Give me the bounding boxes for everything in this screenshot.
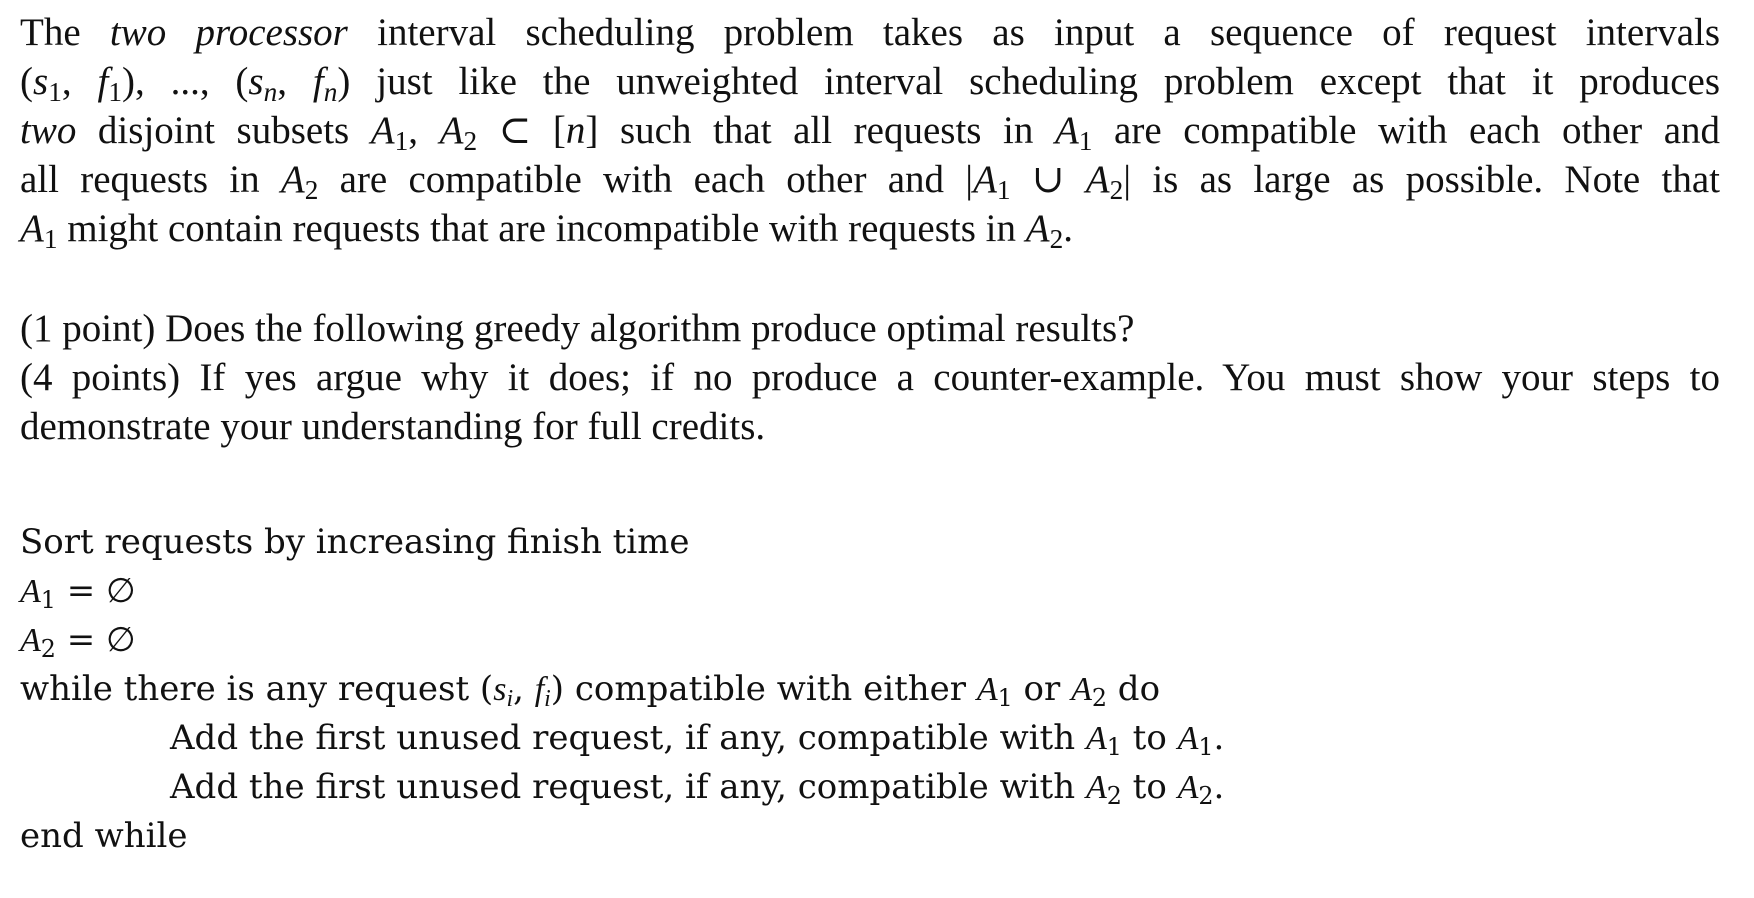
question-1: (1 point) Does the following greedy algorithm produce optimal results? bbox=[20, 307, 1135, 350]
algo-add-a2: Add the first unused request, if any, compatible with $A_2$ to $A_2$. bbox=[170, 767, 1225, 810]
question-block bbox=[20, 304, 1720, 451]
algo-while-line: while there is any request ($s_i$, $f_i$) compatible with either $A_1$ or $A_2$ do bbox=[20, 669, 1161, 712]
algo-end-while: end while bbox=[20, 816, 188, 856]
intro-paragraph bbox=[20, 8, 1720, 253]
algo-sort-step: Sort requests by increasing finish time bbox=[20, 522, 690, 562]
intro-line-2: ($s_1$, $f_1$), ..., ($s_n$, $f_n$) just like the unweighted interval scheduling problem except that it produces bbox=[20, 60, 1721, 107]
problem-statement bbox=[20, 8, 1720, 253]
intro-line-5: $A_1$ might contain requests that are incompatible with requests in $A_2$. bbox=[20, 207, 1073, 254]
intro-line-3: two disjoint subsets $A_1$, $A_2$ ⊂ [n] such that all requests in $A_1$ are compatible with each other and bbox=[20, 109, 1721, 156]
algo-init-a1: $A_1$ = ∅ bbox=[20, 571, 136, 614]
algo-add-a1: Add the first unused request, if any, compatible with $A_1$ to $A_1$. bbox=[170, 718, 1225, 761]
greedy-algorithm bbox=[20, 518, 1720, 861]
question-2-line-2: demonstrate your understanding for full credits. bbox=[20, 405, 766, 448]
question-2-line-1: (4 points) If yes argue why it does; if no produce a counter-example. You must show your steps to bbox=[20, 356, 1720, 399]
algo-init-a2: $A_2$ = ∅ bbox=[20, 620, 136, 663]
intro-line-4: all requests in $A_2$ are compatible with each other and $|A_1$ ∪ $A_2|$ is as large as possible. Note that bbox=[20, 158, 1720, 205]
intro-line-1: The two processor interval scheduling problem takes as input a sequence of request intervals bbox=[20, 11, 1721, 54]
